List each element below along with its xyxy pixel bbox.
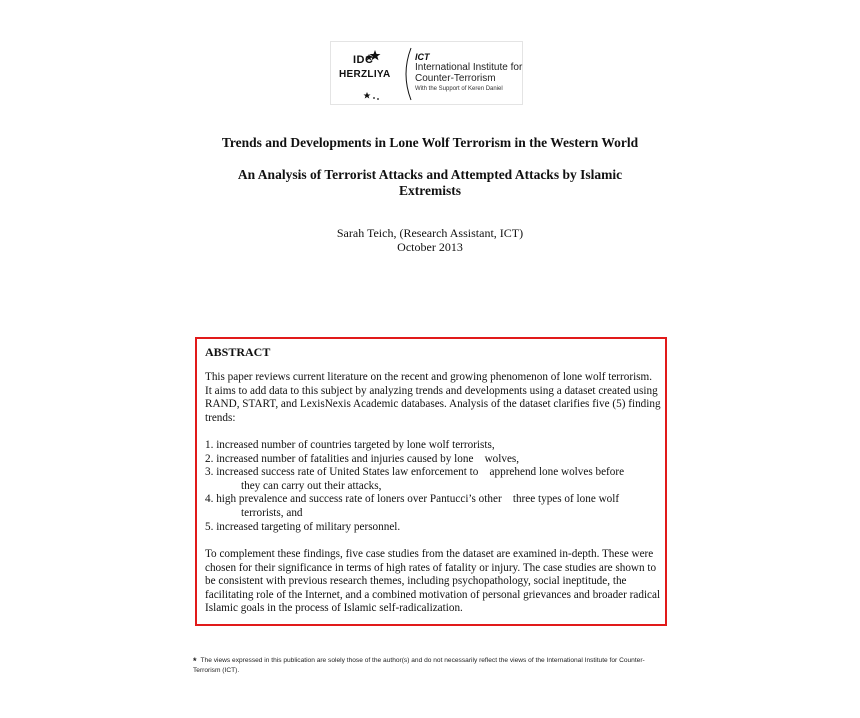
footnote [193,656,665,676]
abstract-intro: This paper reviews current literature on the recent and growing phenomenon of lone wolf terrorism. It aims to add data to this subject by analyzing trends and developments using a dataset created using RAND, START, and LexisNexis Academic databases. Analysis of the dataset clarifies five (5) finding trends: [205,371,661,424]
logo-divider-arc [399,46,413,102]
list-item: 3. increased success rate of United States law enforcement to apprehend lone wolves before they can carry out their attacks, [205,466,625,492]
abstract-conclusion: To complement these findings, five case studies from the dataset are examined in-depth. These were chosen for their significance in terms of high rates of fatality or injury. The case studies are shown to be consistent with previous research themes, including psychopathology, social ineptitude, the facilitating role of the Internet, and a combined motivation of personal grievances and broader radical Islamic goals in the process of Islamic self-radicalization. [205,548,661,615]
logo-institute-name: International Institute for Counter-Terrorism [415,62,523,84]
author-block [0,226,860,254]
footnote-marker: * [193,656,197,666]
author-name: Sarah Teich, (Research Assistant, ICT) [336,226,524,240]
publication-date: October 2013 [397,240,463,254]
logo-support-line: With the Support of Keren Daniel [415,86,503,92]
subtitle-line-1: An Analysis of Terrorist Attacks and Attempted Attacks by Islamic [237,167,623,182]
logo-herzliya-text: HERZLIYA [339,69,391,80]
abstract-heading: ABSTRACT [205,345,271,359]
list-item: 1. increased number of countries targeted by lone wolf terrorists, [205,439,495,451]
findings-list [205,439,661,534]
list-item: 5. increased targeting of military personnel. [205,520,401,533]
subtitle-line-2: Extremists [399,183,461,198]
paper-title: Trends and Developments in Lone Wolf Terrorism in the Western World [221,135,639,150]
list-item: 2. increased number of fatalities and injuries caused by lone wolves, [205,452,520,465]
idc-ict-logo [330,41,523,105]
list-item: 4. high prevalence and success rate of loners over Pantucci’s other three types of lone wolf terrorists, and [205,493,620,519]
logo-idc-text: IDC [353,54,374,66]
paper-subtitle [0,167,860,199]
footnote-text: The views expressed in this publication are solely those of the author(s) and do not necessarily reflect the views of the International Institute for Counter-Terrorism (ICT). [193,657,645,674]
logo-ict-text: ICT [415,52,430,62]
abstract-box [195,337,667,626]
